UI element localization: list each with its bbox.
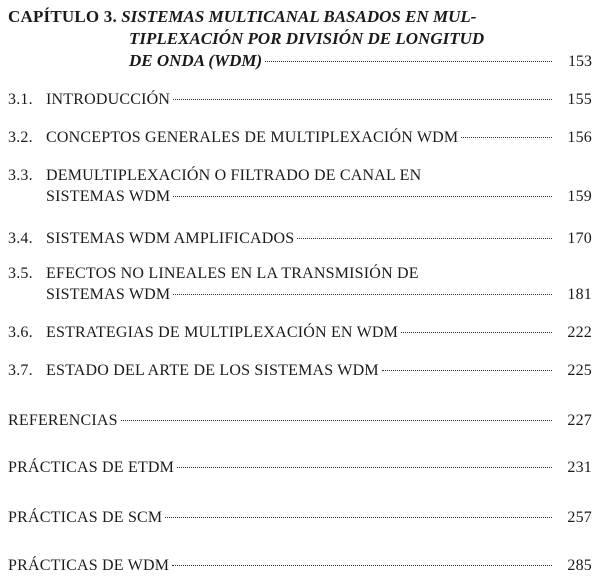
toc-entry-3-2[interactable] <box>8 127 592 148</box>
entry-title: PRÁCTICAS DE SCM <box>8 509 163 526</box>
toc-entry-practicas-scm[interactable] <box>8 507 592 528</box>
section-page-number: 225 <box>567 362 592 379</box>
section-number: 3.5. <box>8 265 33 282</box>
chapter-heading <box>8 6 592 73</box>
section-title-line-2: SISTEMAS WDM <box>46 188 171 205</box>
entry-title: PRÁCTICAS DE ETDM <box>8 459 175 476</box>
section-page-number: 156 <box>567 129 592 146</box>
dot-leader <box>165 517 552 518</box>
dot-leader <box>265 61 552 62</box>
entry-page-number: 231 <box>567 459 592 476</box>
section-number: 3.4. <box>8 230 33 247</box>
section-title-line-1: DEMULTIPLEXACIÓN O FILTRADO DE CANAL EN <box>46 167 422 184</box>
entry-title: REFERENCIAS <box>8 412 118 429</box>
section-page-number: 181 <box>567 286 592 303</box>
toc-entry-practicas-etdm[interactable] <box>8 457 592 478</box>
section-title-line-2: SISTEMAS WDM <box>46 286 171 303</box>
section-title-line-1: EFECTOS NO LINEALES EN LA TRANSMISIÓN DE <box>46 265 419 282</box>
toc-entry-practicas-wdm[interactable] <box>8 555 592 576</box>
section-page-number: 155 <box>567 91 592 108</box>
section-number: 3.1. <box>8 91 33 108</box>
chapter-title-line-3: DE ONDA (WDM) <box>129 51 263 70</box>
dot-leader <box>461 137 552 138</box>
toc-entry-3-7[interactable] <box>8 360 592 381</box>
section-page-number: 170 <box>567 230 592 247</box>
dot-leader <box>173 196 552 197</box>
section-title: ESTRATEGIAS DE MULTIPLEXACIÓN EN WDM <box>46 324 399 341</box>
entry-page-number: 257 <box>567 509 592 526</box>
section-page-number: 222 <box>567 324 592 341</box>
toc-entry-3-6[interactable] <box>8 322 592 343</box>
chapter-page-number: 153 <box>568 53 592 70</box>
dot-leader <box>177 467 552 468</box>
dot-leader <box>173 294 552 295</box>
section-title: SISTEMAS WDM AMPLIFICADOS <box>46 230 295 247</box>
chapter-title-line-1: SISTEMAS MULTICANAL BASADOS EN MUL- <box>121 7 477 26</box>
section-number: 3.7. <box>8 362 33 379</box>
toc-entry-3-3[interactable] <box>8 165 592 207</box>
entry-title: PRÁCTICAS DE WDM <box>8 557 170 574</box>
chapter-title-line-2: TIPLEXACIÓN POR DIVISIÓN DE LONGITUD <box>129 29 485 48</box>
section-title: ESTADO DEL ARTE DE LOS SISTEMAS WDM <box>46 362 379 379</box>
toc-entry-3-4[interactable] <box>8 228 592 249</box>
dot-leader <box>172 565 552 566</box>
chapter-heading-line-3 <box>8 50 592 73</box>
toc-entry-3-1[interactable] <box>8 89 592 110</box>
section-title: CONCEPTOS GENERALES DE MULTIPLEXACIÓN WDM <box>46 129 459 146</box>
dot-leader <box>401 332 552 333</box>
dot-leader <box>382 370 552 371</box>
chapter-heading-line-1 <box>8 6 592 28</box>
section-number: 3.3. <box>8 167 33 184</box>
toc-entry-referencias[interactable] <box>8 410 592 431</box>
section-number: 3.2. <box>8 129 33 146</box>
chapter-heading-line-2 <box>8 28 592 50</box>
toc-entry-3-5[interactable] <box>8 263 592 305</box>
dot-leader <box>173 99 552 100</box>
section-page-number: 159 <box>567 188 592 205</box>
section-number: 3.6. <box>8 324 33 341</box>
chapter-label: CAPÍTULO 3. <box>8 7 117 26</box>
dot-leader <box>121 420 552 421</box>
dot-leader <box>297 238 552 239</box>
entry-page-number: 227 <box>567 412 592 429</box>
entry-page-number: 285 <box>567 557 592 574</box>
section-title: INTRODUCCIÓN <box>46 91 171 108</box>
